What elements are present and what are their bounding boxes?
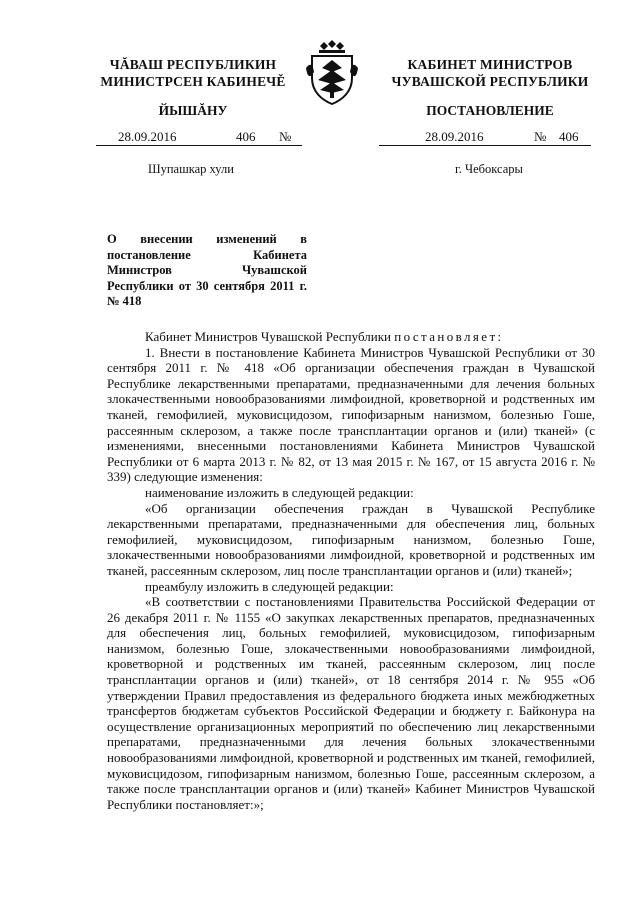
reg-right-date: 28.09.2016 — [425, 129, 484, 144]
body-paragraph-3: «Об организации обеспечения граждан в Чувашской Республике лекарственными препаратами, предназначенными для обеспечения лиц, больных гемофилией, муковисцидозом, гипофизарным нанизмом, болезнью Гоше, злокачественными новообразованиями лимфоидной, кроветворной и родственных им тканей, рассеянным склерозом, лиц после трансплантации органов и (или) тканей»; — [107, 500, 595, 578]
reg-right-sign: № — [534, 129, 547, 144]
registration-right — [379, 129, 591, 147]
reg-left-sign: № — [279, 129, 292, 144]
registration-left — [96, 129, 302, 147]
doc-type-russian: ПОСТАНОВЛЕНИЕ — [426, 103, 554, 118]
doc-type-chuvash: ЙЫШĂНУ — [158, 103, 228, 118]
document-title: О внесении изменений в постановление Кабинета Министров Чувашской Республики от 30 сентября 2011 г. № 418 — [107, 232, 307, 308]
body-paragraph-2: наименование изложить в следующей редакции: — [145, 484, 414, 500]
header-russian — [380, 56, 600, 90]
place-russian: г. Чебоксары — [455, 162, 523, 176]
chuvash-emblem-icon — [302, 38, 362, 108]
reg-left-number: 406 — [236, 129, 256, 144]
reg-left-date: 28.09.2016 — [118, 129, 177, 144]
preamble-start: Кабинет Министров Чувашской Республики — [145, 329, 395, 344]
preamble-verb: постановляет: — [394, 329, 504, 344]
registration-right-underline — [379, 145, 591, 146]
header-right-line1: КАБИНЕТ МИНИСТРОВ — [407, 57, 573, 72]
header-left-line2: МИНИСТРСЕН КАБИНЕЧĚ — [100, 74, 286, 89]
header-chuvash — [88, 56, 298, 90]
registration-left-underline — [96, 145, 302, 146]
body-paragraph-4: преамбулу изложить в следующей редакции: — [145, 578, 394, 594]
header-left-line1: ЧĂВАШ РЕСПУБЛИКИН — [109, 57, 277, 72]
document-body — [107, 329, 595, 812]
reg-right-number: 406 — [559, 129, 579, 144]
body-preamble — [107, 329, 595, 345]
body-paragraph-5: «В соответствии с постановлениями Правительства Российской Федерации от 26 декабря 2011 г. № 1155 «О закупках лекарственных препаратов, предназначенных для обеспечения лиц, больных гемофилией, муковисцидозом, гипофизарным нанизмом, болезнью Гоше, злокачественными новообразованиями лимфоидной, кроветворной и родственных им тканей, рассеянным склерозом, лиц после трансплантации органов и (или) тканей», от 18 сентября 2014 г. № 955 «Об утверждении Правил предоставления из федерального бюджета иных межбюджетных трансфертов бюджетам субъектов Российской Федерации и бюджету г. Байконура на осуществление организационных мероприятий по обеспечению лиц лекарственными препаратами, предназначенными для лечения больных злокачественными новообразованиями лимфоидной, кроветворной и родственных им тканей, гемофилией, муковисцидозом, гипофизарным нанизмом, болезнью Гоше, рассеянным склерозом, а также после трансплантации органов и (или) тканей» Кабинет Министров Чувашской Республики постановляет:»; — [107, 594, 595, 812]
body-paragraph-1: 1. Внести в постановление Кабинета Министров Чувашской Республики от 30 сентября 2011 г. № 418 «Об организации обеспечения граждан в Чувашской Республике лекарственными препаратами, предназначенными для лечения больных злокачественными новообразованиями лимфоидной, кроветворной и родственных им тканей, гемофилией, муковисцидозом, гипофизарным нанизмом, болезнью Гоше, рассеянным склерозом, а также после трансплантации органов и (или) тканей» (с изменениями, внесенными постановлениями Кабинета Министров Чувашской Республики от 6 марта 2013 г. № 82, от 13 мая 2015 г. № 167, от 15 августа 2016 г. № 339) следующие изменения: — [107, 344, 595, 485]
header-right-line2: ЧУВАШСКОЙ РЕСПУБЛИКИ — [391, 74, 589, 89]
place-chuvash: Шупашкар хули — [148, 162, 234, 176]
